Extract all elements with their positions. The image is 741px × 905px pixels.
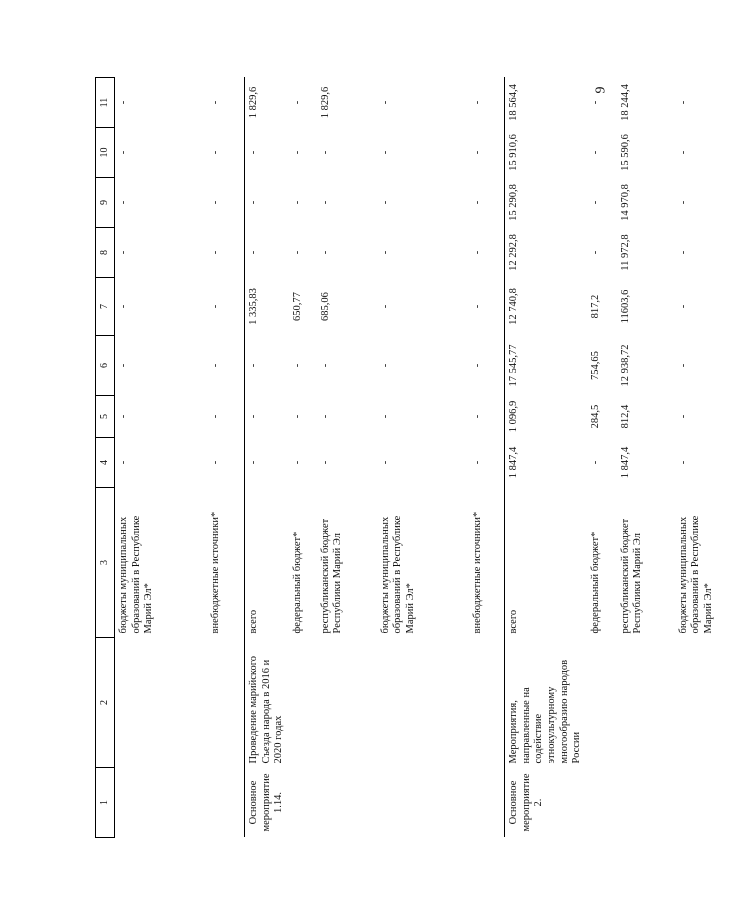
cell-col1 (587, 768, 617, 838)
cell-value: - (471, 414, 483, 419)
cell-value: - (291, 414, 303, 419)
cell-value: - (118, 100, 129, 105)
cell-col1 (115, 768, 207, 838)
table-row (317, 78, 377, 838)
cell-value: - (471, 363, 483, 368)
cell-value: - (677, 363, 689, 368)
cell-value: - (245, 178, 289, 228)
cell-value: - (677, 460, 689, 465)
cell-value: - (379, 304, 391, 309)
cell-value: - (471, 100, 483, 105)
col-header: 11 (96, 78, 115, 128)
cell-col2 (115, 638, 207, 768)
cell-source: республиканский бюджет Республики Марий Эл (619, 518, 644, 634)
col-header: 9 (96, 178, 115, 228)
cell-value: - (209, 250, 221, 255)
cell-col1 (207, 768, 245, 838)
table-row (617, 78, 675, 838)
cell-value: - (379, 250, 391, 255)
cell-value: - (209, 363, 221, 368)
cell-value: - (118, 460, 129, 465)
cell-col2 (289, 638, 317, 768)
col-header: 10 (96, 128, 115, 178)
cell-value: - (471, 304, 483, 309)
cell-value: 15 590,6 (619, 134, 631, 171)
table-row (377, 78, 469, 838)
col-header: 5 (96, 396, 115, 438)
cell-value: - (209, 304, 221, 309)
cell-value: 1 829,6 (319, 86, 331, 119)
cell-col2 (317, 638, 377, 768)
table-row (245, 78, 289, 838)
cell-value: - (319, 414, 331, 419)
cell-value: 12 292,8 (505, 228, 587, 278)
cell-source: бюджеты муниципальных образований в Республике Марий Эл* (379, 515, 416, 634)
cell-col2 (207, 638, 245, 768)
cell-value: - (319, 200, 331, 205)
cell-col2 (377, 638, 469, 768)
cell-value: - (471, 200, 483, 205)
cell-value: 12 740,8 (505, 278, 587, 336)
cell-value: - (118, 150, 129, 155)
cell-value: - (319, 150, 331, 155)
cell-value: - (245, 228, 289, 278)
cell-value: - (245, 396, 289, 438)
cell-source: бюджеты муниципальных образований в Республике Марий Эл* (677, 515, 715, 634)
cell-value: - (677, 414, 689, 419)
rotated-table-wrapper (95, 78, 715, 838)
cell-source: федеральный бюджет* (291, 531, 303, 634)
cell-col1 (377, 768, 469, 838)
cell-col2: Мероприятия, направленные на содействие этнокультурному многообразию народов России (505, 638, 587, 768)
cell-value: - (209, 200, 221, 205)
table-row (587, 78, 617, 838)
col-header: 8 (96, 228, 115, 278)
cell-value: - (589, 150, 601, 155)
cell-value: 18 564,4 (505, 78, 587, 128)
cell-source: всего (505, 488, 587, 638)
cell-value: - (209, 414, 221, 419)
cell-source: федеральный бюджет* (589, 531, 601, 634)
table-row (505, 78, 587, 838)
cell-value: - (209, 460, 221, 465)
header-row (96, 78, 115, 838)
cell-value: - (118, 304, 129, 309)
table-row (207, 78, 245, 838)
cell-value: 1 847,4 (619, 446, 631, 479)
cell-value: - (291, 100, 303, 105)
cell-value: - (471, 150, 483, 155)
cell-value: 11603,6 (619, 289, 631, 324)
cell-value: - (379, 363, 391, 368)
page-number: 9 (593, 86, 609, 94)
table-row (675, 78, 741, 838)
cell-value: 15 910,6 (505, 128, 587, 178)
cell-value: - (209, 100, 221, 105)
cell-value: 15 290,8 (505, 178, 587, 228)
cell-value: 1 847,4 (505, 438, 587, 488)
cell-col1 (289, 768, 317, 838)
cell-value: 17 545,77 (505, 336, 587, 396)
cell-source: внебюджетные источники* (209, 511, 221, 634)
cell-value: - (319, 250, 331, 255)
cell-value: - (677, 250, 689, 255)
cell-value: - (291, 150, 303, 155)
cell-value: 754,65 (589, 351, 601, 380)
cell-col2: Проведение марийского Съезда народа в 2016 и 2020 годах (245, 638, 289, 768)
cell-value: - (589, 250, 601, 255)
cell-value: 12 938,72 (619, 344, 631, 387)
cell-source: республиканский бюджет Республики Марий Эл (319, 518, 344, 634)
cell-col1 (469, 768, 505, 838)
budget-table (95, 77, 741, 838)
cell-value: 685,06 (319, 292, 331, 321)
col-header: 3 (96, 488, 115, 638)
cell-value: - (677, 150, 689, 155)
cell-value: - (379, 150, 391, 155)
cell-value: - (245, 128, 289, 178)
cell-value: - (379, 460, 391, 465)
cell-value: - (118, 414, 129, 419)
cell-value: - (677, 200, 689, 205)
col-header: 4 (96, 438, 115, 488)
cell-value: - (118, 363, 129, 368)
cell-value: 11 972,8 (619, 234, 631, 271)
cell-value: 1 335,83 (245, 278, 289, 336)
cell-value: - (118, 250, 129, 255)
col-header: 2 (96, 638, 115, 768)
cell-value: 284,5 (589, 404, 601, 429)
cell-value: - (677, 100, 689, 105)
cell-value: - (291, 200, 303, 205)
cell-value: - (291, 460, 303, 465)
cell-value: 817,2 (589, 294, 601, 319)
cell-value: - (379, 100, 391, 105)
cell-value: - (291, 363, 303, 368)
cell-value: 650,77 (291, 292, 303, 321)
cell-col1 (317, 768, 377, 838)
cell-value: - (291, 250, 303, 255)
cell-value: - (379, 414, 391, 419)
cell-col1: Основное мероприятие 2. (505, 768, 587, 838)
cell-source: внебюджетные источники* (471, 511, 483, 634)
cell-source: всего (245, 488, 289, 638)
cell-value: - (589, 200, 601, 205)
table-row (289, 78, 317, 838)
cell-col1 (617, 768, 675, 838)
table-row (469, 78, 505, 838)
col-header: 7 (96, 278, 115, 336)
cell-col2 (675, 638, 741, 768)
cell-value: - (245, 336, 289, 396)
cell-value: 18 244,4 (619, 84, 631, 121)
cell-value: - (589, 100, 601, 105)
cell-value: - (319, 363, 331, 368)
cell-value: 14 970,8 (619, 184, 631, 221)
cell-value: - (471, 460, 483, 465)
cell-value: - (118, 200, 129, 205)
table-row (115, 78, 207, 838)
cell-value: - (471, 250, 483, 255)
cell-value: - (319, 460, 331, 465)
col-header: 6 (96, 336, 115, 396)
cell-col1: Основное мероприятие 1.14. (245, 768, 289, 838)
cell-value: 1 829,6 (245, 78, 289, 128)
cell-col2 (469, 638, 505, 768)
cell-value: - (209, 150, 221, 155)
cell-value: - (677, 304, 689, 309)
cell-source: бюджеты муниципальных образований в Республике Марий Эл* (118, 515, 155, 634)
cell-col1 (675, 768, 741, 838)
cell-value: - (589, 460, 601, 465)
cell-col2 (617, 638, 675, 768)
cell-col2 (587, 638, 617, 768)
cell-value: - (245, 438, 289, 488)
cell-value: 812,4 (619, 404, 631, 429)
col-header: 1 (96, 768, 115, 838)
cell-value: 1 096,9 (505, 396, 587, 438)
cell-value: - (379, 200, 391, 205)
